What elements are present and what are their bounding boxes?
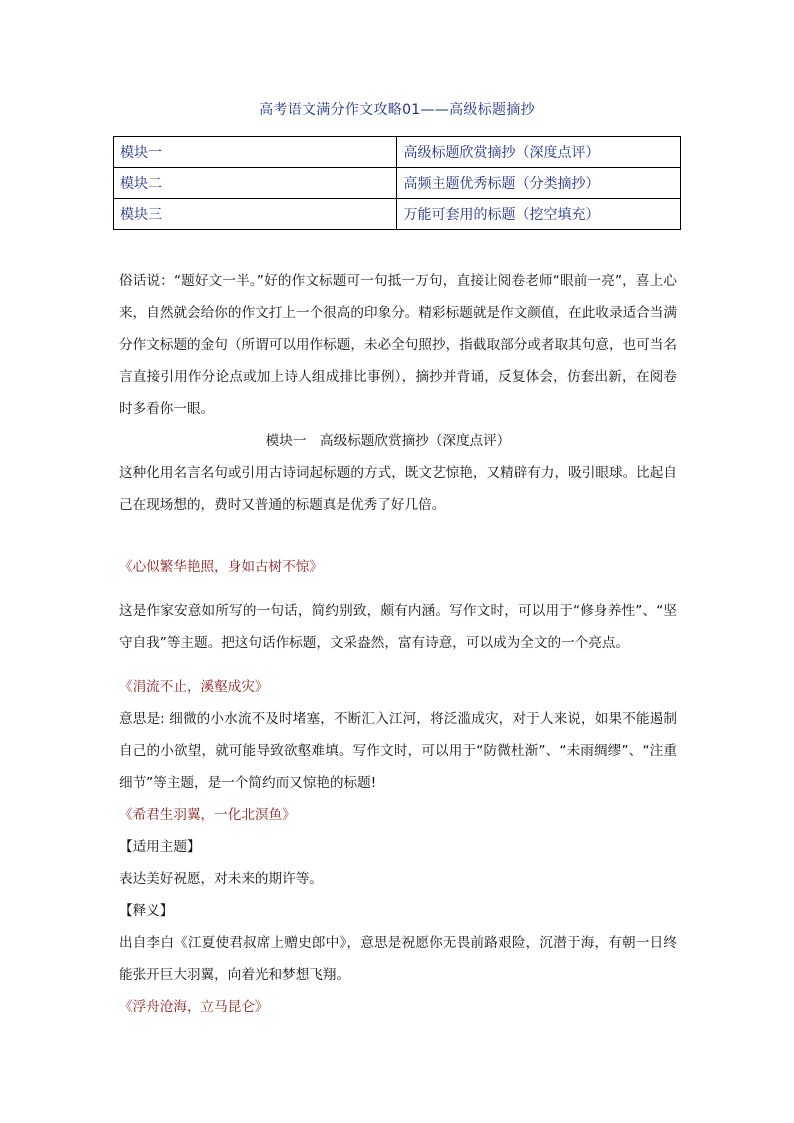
- table-row: [114, 199, 681, 230]
- entry-title: 《希君生羽翼，一化北溟鱼》: [119, 807, 296, 823]
- module-name-cell: 模块一: [114, 137, 397, 168]
- table-row: [114, 137, 681, 168]
- spacer: [119, 521, 677, 551]
- entry-paragraph: 表达美好祝愿，对未来的期许等。: [119, 871, 323, 887]
- module-name-cell: 模块二: [114, 168, 397, 199]
- module-desc-cell: 高级标题欣赏摘抄（深度点评）: [397, 137, 681, 168]
- entry-title: 《心似繁华艳照，身如古树不惊》: [119, 559, 323, 575]
- section-heading: 模块一 高级标题欣赏摘抄（深度点评）: [265, 433, 511, 449]
- intro-paragraph: 俗话说：“题好文一半。”好的作文标题可一句抵一万句，直接让阅卷老师“眼前一亮”，喜上心来，自然就会给你的作文打上一个很高的印象分。精彩标题就是作文颜值，在此收录适合当满分作文标题的金句（所谓可以用作标题，未必全句照抄，指截取部分或者取其句意，也可当名言直接引用作分论点或加上诗人组成排比事例），摘抄并背诵，反复体会，仿套出新，在阅卷时多看你一眼。: [119, 273, 677, 417]
- entry-paragraph: 这是作家安意如所写的一句话，简约别致，颇有内涵。写作文时，可以用于“修身养性”、“坚守自我”等主题。把这句话作标题，文采盎然，富有诗意，可以成为全文的一个亮点。: [119, 603, 677, 651]
- module-table: [113, 136, 681, 230]
- module-name-cell: 模块三: [114, 199, 397, 230]
- entry-label: 【适用主题】: [119, 839, 201, 855]
- module-desc-cell: 高频主题优秀标题（分类摘抄）: [397, 168, 681, 199]
- entry-paragraph: 出自李白《江夏使君叔席上赠史郎中》，意思是祝愿你无畏前路艰险，沉潜于海，有朝一日终能张开巨大羽翼，向着光和梦想飞翔。: [119, 935, 677, 983]
- entry-title: 《浮舟沧海，立马昆仑》: [119, 999, 269, 1015]
- document-body: [119, 265, 677, 1023]
- module-desc-cell: 万能可套用的标题（挖空填充）: [397, 199, 681, 230]
- document-title: 高考语文满分作文攻略01——高级标题摘抄: [259, 102, 535, 118]
- section-intro-paragraph: 这种化用名言名句或引用古诗词起标题的方式，既文艺惊艳，又精辟有力，吸引眼球。比起自己在现场想的，费时又普通的标题真是优秀了好几倍。: [119, 465, 677, 513]
- spacer: [119, 583, 677, 595]
- spacer: [119, 659, 677, 671]
- entry-label: 【释义】: [119, 903, 174, 919]
- table-row: [114, 168, 681, 199]
- entry-title: 《涓流不止，溪壑成灾》: [119, 679, 269, 695]
- entry-paragraph: 意思是: 细微的小水流不及时堵塞，不断汇入江河，将泛滥成灾，对于人来说，如果不能遏制自己的小欲望，就可能导致欲壑难填。写作文时，可以用于“防微杜渐”、“未雨绸缪”、“注重细节”等主题，是一个简约而又惊艳的标题!: [119, 711, 677, 791]
